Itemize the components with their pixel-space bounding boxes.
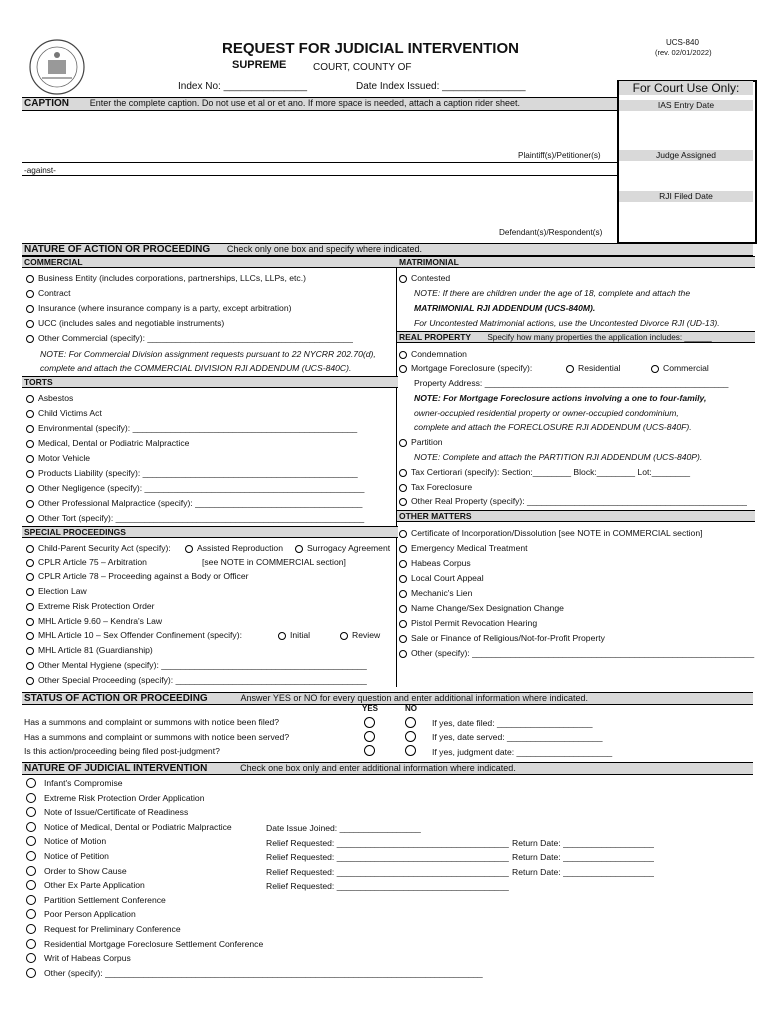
other-matter-item-label: Habeas Corpus (411, 558, 471, 568)
tax-certiorari-option[interactable]: Tax Certiorari (specify): Section:________ Block:________ Lot:________ (399, 467, 690, 477)
intervention-item-option[interactable] (26, 851, 109, 861)
radio-circle-icon[interactable] (399, 530, 407, 538)
foreclosure-note-2: owner-occupied residential property or owner-occupied condominium, (414, 408, 679, 418)
radio-circle-icon[interactable] (399, 275, 407, 283)
real-property-header: REAL PROPERTY Specify how many properties the application includes: ______ (397, 331, 755, 343)
other-matter-item-label: Emergency Medical Treatment (411, 543, 528, 553)
commercial-item-label: Business Entity (includes corporations, partnerships, LLCs, LLPs, etc.) (38, 273, 306, 283)
radio-circle-icon[interactable] (26, 822, 36, 832)
intervention-item-label: Order to Show Cause (44, 865, 127, 876)
judge-assigned-label: Judge Assigned (619, 150, 753, 161)
intervention-item-label: Residential Mortgage Foreclosure Settlement Conference (44, 938, 264, 949)
special-proceeding-item-option[interactable] (26, 571, 249, 581)
intervention-item-label: Note of Issue/Certificate of Readiness (44, 807, 189, 818)
radio-circle-icon[interactable] (26, 559, 34, 567)
intervention-item-option[interactable] (26, 807, 188, 817)
intervention-item-label: Poor Person Application (44, 909, 136, 920)
special-proceeding-item-option[interactable] (26, 675, 367, 685)
property-address-field[interactable]: Property Address: ___________________________________________________ (414, 378, 729, 388)
tort-item-label: Asbestos (38, 393, 74, 403)
status-header: STATUS OF ACTION OR PROCEEDING Answer YES or NO for every question and enter additional information where indicated. (22, 692, 753, 705)
radio-circle-icon[interactable] (399, 650, 407, 658)
radio-circle-icon[interactable] (26, 953, 36, 963)
nature-title: NATURE OF ACTION OR PROCEEDING (24, 244, 211, 255)
intervention-item-option[interactable] (26, 822, 232, 832)
radio-circle-icon[interactable] (185, 545, 193, 553)
q1-no-radio[interactable] (405, 717, 416, 728)
radio-circle-icon[interactable] (278, 632, 286, 640)
radio-circle-icon[interactable] (26, 939, 36, 949)
tort-item-label: Medical, Dental or Podiatric Malpractice (38, 438, 190, 448)
other-matter-item-label: Mechanic's Lien (411, 588, 473, 598)
radio-circle-icon[interactable] (26, 618, 34, 626)
other-real-property-option[interactable]: Other Real Property (specify): ______________________________________________ (399, 496, 747, 506)
intervention-item-label: Request for Preliminary Conference (44, 924, 181, 934)
intervention-item-label: Infant's Compromise (44, 778, 123, 788)
caption-label: CAPTION (24, 98, 69, 109)
special-proceeding-item-option[interactable] (26, 586, 87, 596)
q2-no-radio[interactable] (405, 731, 416, 742)
foreclosure-note-1: NOTE: For Mortgage Foreclosure actions involving a one to four-family, (414, 393, 707, 403)
tort-item-label: Other Professional Malpractice (specify): ___________________________________ (38, 498, 363, 508)
matrimonial-header: MATRIMONIAL (397, 256, 755, 268)
intervention-item-option[interactable] (26, 968, 483, 978)
radio-circle-icon[interactable] (26, 515, 34, 523)
nature-of-action-header (22, 243, 753, 256)
commercial-item-option[interactable] (26, 333, 353, 343)
other-matter-item-option[interactable] (399, 528, 703, 538)
other-matter-item-option[interactable] (399, 573, 484, 583)
other-matter-item-option[interactable] (399, 648, 754, 658)
commercial-header: COMMERCIAL (22, 256, 398, 268)
tort-item-label: Other Negligence (specify): ______________________________________________ (38, 483, 365, 493)
other-matter-item-option[interactable] (399, 618, 537, 628)
special-proceeding-item-label: CPLR Article 78 – Proceeding against a Body or Officer (38, 571, 249, 581)
other-matter-item-label: Local Court Appeal (411, 573, 484, 583)
tort-item-label: Products Liability (specify): _____________________________________________ (38, 468, 358, 478)
radio-circle-icon[interactable] (26, 632, 34, 640)
partition-note: NOTE: Complete and attach the PARTITION RJI ADDENDUM (UCS-840P). (414, 452, 703, 462)
radio-circle-icon[interactable] (26, 290, 34, 298)
special-proceeding-item-label: Extreme Risk Protection Order (38, 601, 155, 611)
radio-circle-icon[interactable] (26, 545, 34, 553)
other-matter-item-label: Certificate of Incorporation/Dissolution [see NOTE in COMMERCIAL section] (411, 528, 703, 538)
tort-item-option[interactable] (26, 453, 90, 463)
intervention-header: NATURE OF JUDICIAL INTERVENTION Check one box only and enter additional information where indicated. (22, 762, 753, 775)
other-matter-item-option[interactable] (399, 633, 605, 643)
radio-circle-icon[interactable] (26, 866, 36, 876)
special-proceeding-item-label: MHL Article 9.60 – Kendra's Law (38, 616, 163, 626)
intervention-item-option[interactable] (26, 866, 127, 876)
intervention-item-label: Writ of Habeas Corpus (44, 953, 131, 964)
no-column-label: NO (405, 704, 417, 713)
ias-entry-date-label: IAS Entry Date (619, 100, 753, 111)
radio-circle-icon[interactable] (295, 545, 303, 553)
radio-circle-icon[interactable] (399, 498, 407, 506)
caption-header (22, 97, 617, 111)
tort-item-label: Child Victims Act (38, 408, 102, 418)
radio-circle-icon[interactable] (26, 895, 36, 905)
tort-item-label: Environmental (specify): _______________________________________________ (38, 423, 358, 433)
commercial-note-2: complete and attach the COMMERCIAL DIVISION RJI ADDENDUM (UCS-840C). (40, 363, 352, 373)
special-proceeding-item-option[interactable] (26, 601, 155, 611)
intervention-item-label: Other (specify): _______________________________________________________________________________ (44, 967, 483, 978)
cplr-article-75-note: [see NOTE in COMMERCIAL section] (202, 557, 346, 567)
other-matter-item-option[interactable] (399, 588, 472, 598)
torts-header: TORTS (22, 376, 398, 388)
return-date-motion[interactable]: Return Date: ___________________ (512, 838, 654, 848)
defendant-label: Defendant(s)/Respondent(s) (499, 228, 603, 237)
special-proceeding-item-option[interactable] (26, 616, 162, 626)
contested-option[interactable]: Contested (399, 273, 450, 283)
radio-circle-icon[interactable] (26, 305, 34, 313)
intervention-item-option[interactable] (26, 836, 106, 846)
date-filed-field[interactable]: If yes, date filed: ____________________ (432, 718, 593, 728)
commercial-item-label: Insurance (where insurance company is a party, except arbitration) (38, 303, 292, 313)
form-id: UCS-840 (666, 38, 699, 47)
intervention-item-option[interactable] (26, 895, 166, 905)
matrimonial-note-2: MATRIMONIAL RJI ADDENDUM (UCS-840M). (414, 303, 596, 313)
commercial-item-label: Contract (38, 288, 71, 298)
radio-circle-icon[interactable] (26, 662, 34, 670)
against-label: -against- (24, 166, 56, 175)
radio-circle-icon[interactable] (26, 485, 34, 493)
tort-item-option[interactable] (26, 468, 358, 478)
plaintiff-label: Plaintiff(s)/Petitioner(s) (518, 151, 601, 160)
radio-circle-icon[interactable] (399, 484, 407, 492)
radio-circle-icon[interactable] (26, 425, 34, 433)
q3-no-radio[interactable] (405, 745, 416, 756)
matrimonial-note-1: NOTE: If there are children under the age of 18, complete and attach the (414, 288, 691, 298)
q3-yes-radio[interactable] (364, 745, 375, 756)
other-matter-item-label: Name Change/Sex Designation Change (411, 603, 564, 613)
intervention-item-option[interactable] (26, 793, 204, 803)
intervention-item-option[interactable] (26, 939, 263, 949)
radio-circle-icon[interactable] (26, 924, 36, 934)
form-title: REQUEST FOR JUDICIAL INTERVENTION (222, 40, 519, 57)
commercial-item-option[interactable] (26, 303, 291, 313)
radio-circle-icon[interactable] (651, 365, 659, 373)
residential-option[interactable]: Residential (566, 363, 621, 373)
relief-requested-osc[interactable]: Relief Requested: ____________________________________ (266, 867, 509, 877)
rji-filed-date-label: RJI Filed Date (619, 191, 753, 202)
intervention-item-option[interactable] (26, 953, 131, 963)
intervention-item-label: Notice of Motion (44, 836, 107, 847)
radio-circle-icon[interactable] (26, 470, 34, 478)
other-matter-item-label: Pistol Permit Revocation Hearing (411, 618, 538, 628)
other-matter-item-label: Other (specify): ___________________________________________________________ (411, 648, 755, 658)
new-york-state-seal (28, 38, 86, 96)
commercial-note-1: NOTE: For Commercial Division assignment requests pursuant to 22 NYCRR 202.70(d), (40, 349, 376, 359)
radio-circle-icon[interactable] (26, 603, 34, 611)
nature-instructions: Check only one box and specify where indicated. (226, 244, 423, 254)
date-served-field[interactable]: If yes, date served: ____________________ (432, 732, 603, 742)
radio-circle-icon[interactable] (399, 620, 407, 628)
court-type: SUPREME (232, 59, 287, 71)
tort-item-option[interactable] (26, 483, 364, 493)
tort-item-label: Motor Vehicle (38, 453, 91, 463)
relief-requested-exparte[interactable]: Relief Requested: ____________________________________ (266, 881, 509, 891)
radio-circle-icon[interactable] (26, 275, 34, 283)
radio-circle-icon[interactable] (26, 880, 36, 890)
radio-circle-icon[interactable] (399, 351, 407, 359)
intervention-item-label: Notice of Medical, Dental or Podiatric Malpractice (44, 821, 232, 832)
date-index-issued-field[interactable]: Date Index Issued: _______________ (356, 81, 526, 92)
surrogacy-agreement-option[interactable]: Surrogacy Agreement (295, 543, 390, 553)
commercial-property-option[interactable]: Commercial (651, 363, 709, 373)
yes-column-label: YES (362, 704, 379, 713)
radio-circle-icon[interactable] (399, 635, 407, 643)
intervention-item-label: Partition Settlement Conference (44, 894, 166, 905)
judgment-date-field[interactable]: If yes, judgment date: ____________________ (432, 747, 613, 757)
radio-circle-icon[interactable] (399, 560, 407, 568)
radio-circle-icon[interactable] (340, 632, 348, 640)
radio-circle-icon[interactable] (26, 793, 36, 803)
other-matter-item-label: Sale or Finance of Religious/Not-for-Profit Property (411, 633, 605, 643)
radio-circle-icon[interactable] (26, 588, 34, 596)
special-proceeding-item-label: MHL Article 81 (Guardianship) (38, 645, 153, 655)
radio-circle-icon[interactable] (399, 545, 407, 553)
relief-requested-motion[interactable]: Relief Requested: ____________________________________ (266, 838, 509, 848)
intervention-item-option[interactable] (26, 924, 181, 934)
radio-circle-icon[interactable] (26, 909, 36, 919)
radio-circle-icon[interactable] (26, 968, 36, 978)
radio-circle-icon[interactable] (399, 469, 407, 477)
radio-circle-icon[interactable] (26, 320, 34, 328)
radio-circle-icon[interactable] (26, 410, 34, 418)
caption-instructions: Enter the complete caption. Do not use et al or et ano. If more space is needed, attach a caption rider sheet. (89, 98, 521, 108)
commercial-item-label: Other Commercial (specify): ___________________________________________ (38, 333, 353, 343)
radio-circle-icon[interactable] (566, 365, 574, 373)
mortgage-foreclosure-option[interactable]: Mortgage Foreclosure (specify): (399, 363, 532, 373)
condemnation-option[interactable]: Condemnation (399, 349, 467, 359)
special-proceedings-header: SPECIAL PROCEEDINGS (22, 526, 398, 538)
radio-circle-icon[interactable] (26, 440, 34, 448)
special-proceeding-item-option[interactable] (26, 645, 153, 655)
radio-circle-icon[interactable] (26, 851, 36, 861)
tort-item-option[interactable] (26, 498, 362, 508)
partition-option[interactable]: Partition (399, 437, 443, 447)
other-matter-item-option[interactable] (399, 558, 471, 568)
radio-circle-icon[interactable] (26, 395, 34, 403)
mhl-article-10-option[interactable]: MHL Article 10 – Sex Offender Confinement (specify): (26, 630, 242, 640)
tort-item-option[interactable] (26, 423, 357, 433)
return-date-petition[interactable]: Return Date: ___________________ (512, 852, 654, 862)
tort-item-option[interactable] (26, 438, 189, 448)
q1-yes-radio[interactable] (364, 717, 375, 728)
other-matter-item-option[interactable] (399, 543, 528, 553)
intervention-item-label: Notice of Petition (44, 851, 109, 861)
radio-circle-icon[interactable] (399, 575, 407, 583)
status-question-3: Is this action/proceeding being filed post-judgment? (24, 746, 220, 756)
commercial-item-option[interactable] (26, 318, 224, 328)
index-number-field[interactable]: Index No: _______________ (178, 81, 308, 92)
commercial-item-option[interactable] (26, 273, 306, 283)
tort-item-option[interactable] (26, 513, 364, 523)
special-proceeding-item-label: Election Law (38, 586, 87, 596)
other-matters-header: OTHER MATTERS (397, 510, 755, 522)
radio-circle-icon[interactable] (26, 335, 34, 343)
mhl10-initial-option[interactable]: Initial (278, 630, 310, 640)
assisted-reproduction-option[interactable]: Assisted Reproduction (185, 543, 283, 553)
commercial-item-option[interactable] (26, 288, 70, 298)
foreclosure-note-3: complete and attach the FORECLOSURE RJI ADDENDUM (UCS-840F). (414, 422, 692, 432)
intervention-item-label: Other Ex Parte Application (44, 880, 145, 891)
defendant-caption-area[interactable] (22, 176, 616, 228)
court-county-label: COURT, COUNTY OF (313, 62, 412, 73)
radio-circle-icon[interactable] (399, 590, 407, 598)
intervention-item-label: Extreme Risk Protection Order Application (44, 792, 205, 803)
tax-foreclosure-option[interactable]: Tax Foreclosure (399, 482, 472, 492)
commercial-item-label: UCC (includes sales and negotiable instruments) (38, 318, 225, 328)
intervention-item-option[interactable] (26, 880, 145, 890)
radio-circle-icon[interactable] (26, 778, 36, 788)
cplr-article-75-option[interactable]: CPLR Article 75 – Arbitration (26, 557, 147, 567)
intervention-item-option[interactable] (26, 778, 123, 788)
tort-item-option[interactable] (26, 393, 73, 403)
radio-circle-icon[interactable] (26, 677, 34, 685)
other-matter-item-option[interactable] (399, 603, 564, 613)
special-proceeding-item-label: Other Special Proceeding (specify): ________________________________________ (38, 675, 367, 685)
radio-circle-icon[interactable] (399, 439, 407, 447)
special-proceeding-item-label: Other Mental Hygiene (specify): ___________________________________________ (38, 660, 367, 670)
tort-item-option[interactable] (26, 408, 102, 418)
status-question-1: Has a summons and complaint or summons with notice been filed? (24, 717, 280, 727)
radio-circle-icon[interactable] (399, 365, 407, 373)
court-use-title: For Court Use Only: (619, 81, 753, 95)
radio-circle-icon[interactable] (26, 573, 34, 581)
q2-yes-radio[interactable] (364, 731, 375, 742)
relief-requested-petition[interactable]: Relief Requested: ____________________________________ (266, 852, 509, 862)
status-question-2: Has a summons and complaint or summons with notice been served? (24, 732, 290, 742)
radio-circle-icon[interactable] (26, 500, 34, 508)
matrimonial-note-3: For Uncontested Matrimonial actions, use the Uncontested Divorce RJI (UD-13). (414, 318, 720, 328)
return-date-osc[interactable]: Return Date: ___________________ (512, 867, 654, 877)
radio-circle-icon[interactable] (26, 807, 36, 817)
intervention-item-option[interactable] (26, 909, 136, 919)
tort-item-label: Other Tort (specify): ____________________________________________________ (38, 513, 365, 523)
radio-circle-icon[interactable] (26, 455, 34, 463)
special-proceeding-item-option[interactable] (26, 660, 367, 670)
date-issue-joined-field[interactable]: Date Issue Joined: _________________ (266, 823, 421, 833)
radio-circle-icon[interactable] (399, 605, 407, 613)
form-revision: (rev. 02/01/2022) (655, 48, 712, 57)
mhl10-review-option[interactable]: Review (340, 630, 380, 640)
radio-circle-icon[interactable] (26, 647, 34, 655)
radio-circle-icon[interactable] (26, 836, 36, 846)
child-parent-security-act-option[interactable]: Child-Parent Security Act (specify): (26, 543, 171, 553)
